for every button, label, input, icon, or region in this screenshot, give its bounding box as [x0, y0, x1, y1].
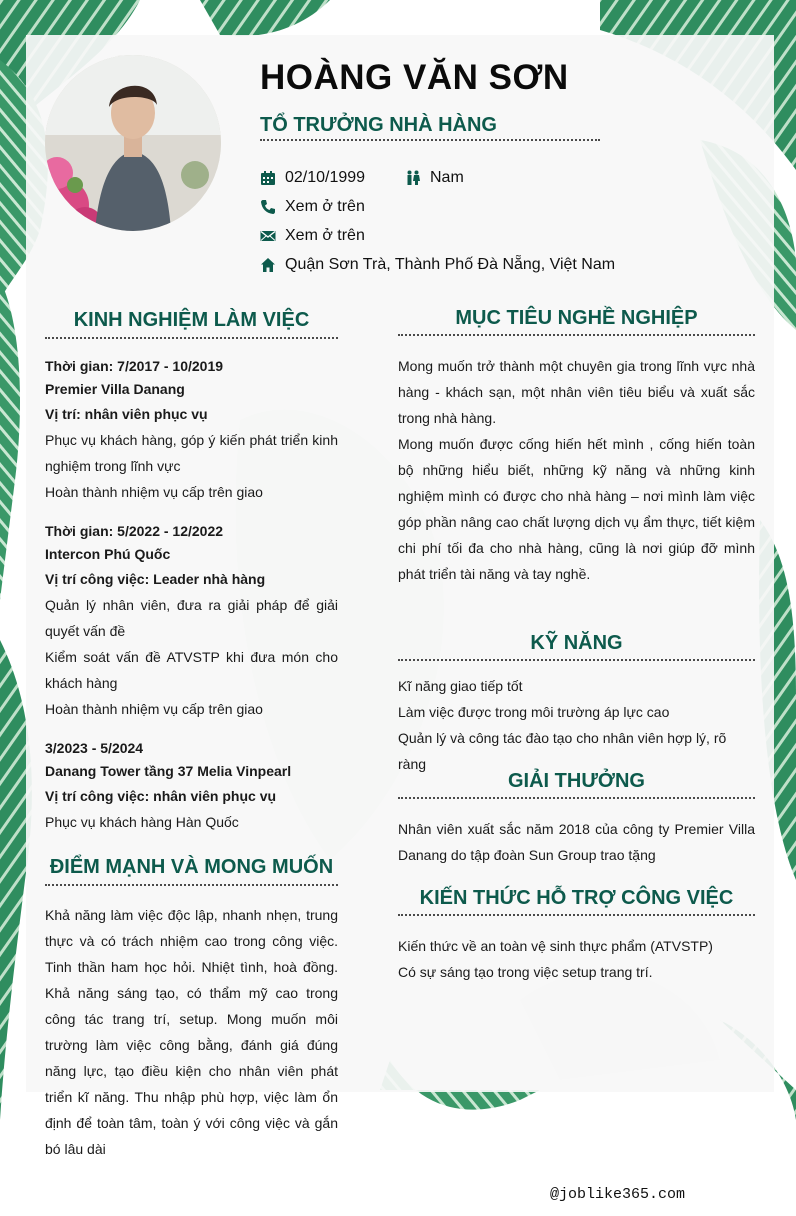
job-duty: Hoàn thành nhiệm vụ cấp trên giao — [45, 701, 263, 717]
job-duty: Phục vụ khách hàng Hàn Quốc — [45, 814, 239, 830]
job-time: Thời gian: 5/2022 - 12/2022 — [45, 523, 224, 539]
objective-divider — [398, 334, 755, 336]
experience-heading: KINH NGHIỆM LÀM VIỆC — [73, 309, 310, 331]
job-company: Danang Tower tầng 37 Melia Vinpearl — [45, 763, 292, 779]
job-position: Vị trí: nhân viên phục vụ — [45, 406, 208, 422]
phone-value: Xem ở trên — [285, 198, 365, 215]
objective-paragraph: Mong muốn được cống hiến hết mình , cống hiến toàn bộ những hiểu biết, những kỹ năng và những kinh nghiệm mình có được cho nhà hàng – nơi mình làm việc góp phần nâng cao chất lượng dịch vụ ẩm thực, tiết kiệm chi phí tối đa cho nhà hàng, cũng là nơi giúp đỡ mình phát triển tài năng và tay nghề. — [398, 436, 755, 582]
knowledge-heading: KIẾN THỨC HỖ TRỢ CÔNG VIỆC — [419, 887, 734, 909]
knowledge-item: Có sự sáng tạo trong việc setup trang trí. — [398, 964, 653, 980]
job-company: Intercon Phú Quốc — [45, 546, 171, 562]
candidate-name: HOÀNG VĂN SƠN — [260, 58, 569, 97]
job-position: Vị trí công việc: Leader nhà hàng — [45, 571, 266, 587]
brand-watermark[interactable]: @joblike365.com — [550, 1186, 686, 1203]
knowledge-item: Kiến thức về an toàn vệ sinh thực phẩm (ATVSTP) — [398, 938, 713, 954]
birthdate-row — [260, 168, 365, 188]
job-company: Premier Villa Danang — [45, 381, 185, 397]
job-duty: Hoàn thành nhiệm vụ cấp trên giao — [45, 484, 263, 500]
calendar-icon — [260, 170, 276, 186]
objective-heading: MỤC TIÊU NGHỀ NGHIỆP — [455, 307, 698, 329]
knowledge-divider — [398, 914, 755, 916]
email-value: Xem ở trên — [285, 227, 365, 244]
birthdate-value: 02/10/1999 — [285, 169, 366, 186]
address-value: Quận Sơn Trà, Thành Phố Đà Nẵng, Việt Nam — [285, 256, 616, 273]
envelope-icon — [260, 228, 276, 244]
strengths-divider — [45, 884, 338, 886]
awards-heading: GIẢI THƯỞNG — [508, 770, 645, 792]
job-time: 3/2023 - 5/2024 — [45, 740, 144, 756]
awards-divider — [398, 797, 755, 799]
gender-value: Nam — [430, 169, 464, 186]
gender-icon — [405, 170, 421, 186]
strengths-text: Khả năng làm việc độc lập, nhanh nhẹn, trung thực và có trách nhiệm cao trong công việc. Tinh thần ham học hỏi. Nhiệt tình, hoà đồng. Khả năng sáng tạo, có thẩm mỹ cao trong công tác trang trí, setup. Mong muốn môi trường làm việc công bằng, đánh giá đúng năng lực, tạo điều kiện cho nhân viên phát triển kĩ năng. Thu nhập phù hợp, việc làm ổn định để toàn tâm, toàn ý với công việc và gắn bó lâu dài — [45, 907, 338, 1157]
job-duty: Quản lý nhân viên, đưa ra giải pháp để giải quyết vấn đề — [45, 597, 338, 639]
skill-item: Quản lý và công tác đào tạo cho nhân viên hợp lý, rõ ràng — [398, 730, 727, 772]
skills-heading: KỸ NĂNG — [530, 632, 623, 654]
profile-photo — [45, 55, 221, 231]
strengths-heading: ĐIỂM MẠNH VÀ MONG MUỐN — [49, 856, 334, 878]
phone-row — [260, 197, 365, 217]
title-divider — [260, 139, 600, 141]
job-title: TỔ TRƯỞNG NHÀ HÀNG — [260, 114, 497, 136]
gender-row — [405, 168, 464, 188]
job-duty: Phục vụ khách hàng, góp ý kiến phát triển kinh nghiệm trong lĩnh vực — [45, 432, 338, 474]
address-row — [260, 255, 615, 275]
experience-divider — [45, 337, 338, 339]
home-icon — [260, 257, 276, 273]
job-time: Thời gian: 7/2017 - 10/2019 — [45, 358, 224, 374]
objective-paragraph: Mong muốn trở thành một chuyên gia trong lĩnh vực nhà hàng - khách sạn, một nhân viên tiêu biểu và xuất sắc trong nhà hàng. — [398, 358, 755, 426]
skill-item: Làm việc được trong môi trường áp lực cao — [398, 704, 670, 720]
job-duty: Kiểm soát vấn đề ATVSTP khi đưa món cho khách hàng — [45, 649, 338, 691]
awards-text: Nhân viên xuất sắc năm 2018 của công ty Premier Villa Danang do tập đoàn Sun Group trao tặng — [398, 821, 755, 863]
skills-divider — [398, 659, 755, 661]
phone-icon — [260, 199, 276, 215]
email-row — [260, 226, 365, 246]
skill-item: Kĩ năng giao tiếp tốt — [398, 678, 523, 694]
job-position: Vị trí công việc: nhân viên phục vụ — [45, 788, 277, 804]
